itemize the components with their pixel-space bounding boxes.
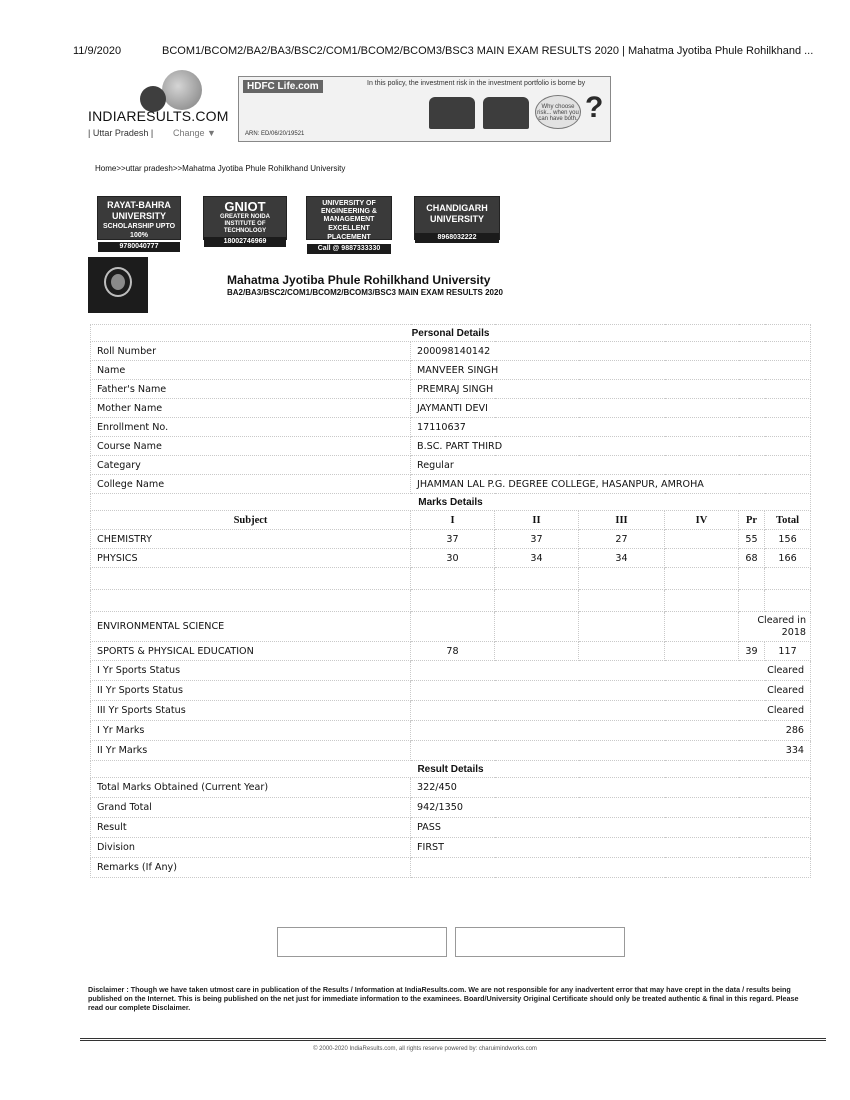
site-logo-text[interactable]: INDIARESULTS.COM (88, 108, 229, 124)
detail-value: B.SC. PART THIRD (411, 437, 811, 456)
marks-header-row (91, 511, 811, 530)
subject-name: CHEMISTRY (91, 530, 411, 549)
marks-paper-4 (665, 549, 739, 568)
marks-paper-1: 78 (411, 642, 495, 661)
detail-value: 200098140142 (411, 342, 811, 361)
table-row (91, 612, 811, 642)
disclaimer-text: Disclaimer : Though we have taken utmost care in publication of the Results / Information at IndiaResults.com. We are not responsible for any inadvertent error that may have crept in the data / results being published on the Internet. This is being published on the net just for immediate information to the examinees. Board/University Original Certificate should only be treated authentic & final in this regard. Please read our complete Disclaimer. (88, 985, 799, 1012)
status-label: II Yr Marks (91, 741, 411, 761)
status-label: I Yr Marks (91, 721, 411, 741)
result-value: FIRST (411, 838, 811, 858)
marks-paper-3: 27 (579, 530, 665, 549)
table-row (91, 380, 811, 399)
globe-logo-icon (162, 70, 202, 110)
detail-label: Enrollment No. (91, 418, 411, 437)
detail-value: JAYMANTI DEVI (411, 399, 811, 418)
marks-paper-2: 37 (495, 530, 579, 549)
result-value: PASS (411, 818, 811, 838)
marks-total: 166 (765, 549, 811, 568)
result-value (411, 858, 811, 878)
table-row (91, 818, 811, 838)
status-value: 334 (411, 741, 811, 761)
advert-arn: ARN: ED/06/20/19521 (245, 131, 305, 137)
detail-label: College Name (91, 475, 411, 494)
result-value: 322/450 (411, 778, 811, 798)
table-row (91, 361, 811, 380)
marks-total: 156 (765, 530, 811, 549)
detail-value: JHAMMAN LAL P.G. DEGREE COLLEGE, HASANPUR, AMROHA (411, 475, 811, 494)
sponsor-name: CHANDIGARH UNIVERSITY (426, 203, 488, 224)
table-row (91, 342, 811, 361)
detail-label: Categary (91, 456, 411, 475)
change-state-link[interactable]: Change ▼ (173, 128, 216, 138)
table-row (91, 778, 811, 798)
result-label: Remarks (If Any) (91, 858, 411, 878)
table-row (91, 701, 811, 721)
sponsor-tag: EXCELLENT PLACEMENT (327, 225, 371, 241)
table-row (91, 661, 811, 681)
print-page-title: BCOM1/BCOM2/BA2/BA3/BSC2/COM1/BCOM2/BCOM3/BSC3 MAIN EXAM RESULTS 2020 | Mahatma Jyotiba Phule Rohilkhand ... (162, 45, 814, 57)
blank-row (91, 568, 811, 590)
detail-label: Roll Number (91, 342, 411, 361)
marks-practical: 68 (739, 549, 765, 568)
table-row (91, 741, 811, 761)
university-name: Mahatma Jyotiba Phule Rohilkhand University (227, 273, 491, 287)
sponsor-name: GNIOT (224, 199, 266, 214)
advert-figure-icon (483, 97, 529, 129)
status-value: Cleared (411, 701, 811, 721)
advert-figure-icon (429, 97, 475, 129)
detail-value: 17110637 (411, 418, 811, 437)
subject-name: PHYSICS (91, 549, 411, 568)
exam-subtitle: BA2/BA3/BSC2/COM1/BCOM2/BCOM3/BSC3 MAIN EXAM RESULTS 2020 (227, 288, 503, 297)
column-header-subject: Subject (91, 511, 411, 530)
column-header-total: Total (765, 511, 811, 530)
detail-label: Mother Name (91, 399, 411, 418)
result-label: Total Marks Obtained (Current Year) (91, 778, 411, 798)
marks-practical: 39 (739, 642, 765, 661)
column-header-paper-4: IV (665, 511, 739, 530)
sponsor-uem[interactable] (306, 196, 392, 252)
detail-value: Regular (411, 456, 811, 475)
question-mark-icon: ? (585, 91, 604, 124)
result-details-heading: Result Details (91, 761, 811, 778)
footer-rule (80, 1038, 826, 1041)
breadcrumb (95, 164, 345, 173)
detail-label: Course Name (91, 437, 411, 456)
detail-value: PREMRAJ SINGH (411, 380, 811, 399)
table-row (91, 530, 811, 549)
blank-row (91, 590, 811, 612)
status-label: I Yr Sports Status (91, 661, 411, 681)
copyright-text: © 2000-2020 IndiaResults.com, all rights reserve powered by: charuimindworks.com (313, 1046, 537, 1052)
marks-paper-1: 37 (411, 530, 495, 549)
sponsor-tag: SCHOLARSHIP UPTO 100% (102, 223, 176, 239)
personal-details-heading: Personal Details (91, 325, 811, 342)
table-row (91, 838, 811, 858)
table-row (91, 549, 811, 568)
breadcrumb-current: Mahatma Jyotiba Phule Rohilkhand University (182, 164, 346, 173)
print-date: 11/9/2020 (73, 45, 122, 57)
results-table (90, 324, 811, 878)
result-label: Result (91, 818, 411, 838)
subject-name: SPORTS & PHYSICAL EDUCATION (91, 642, 411, 661)
status-label: II Yr Sports Status (91, 681, 411, 701)
blank-box-right[interactable] (455, 927, 625, 957)
sponsor-phone: 8968032222 (415, 233, 499, 243)
status-label: III Yr Sports Status (91, 701, 411, 721)
sponsor-chandigarh-university[interactable] (414, 196, 500, 240)
marks-practical: 55 (739, 530, 765, 549)
marks-paper-1: 30 (411, 549, 495, 568)
table-row (91, 437, 811, 456)
result-label: Division (91, 838, 411, 858)
table-row (91, 642, 811, 661)
marks-paper-4 (665, 530, 739, 549)
column-header-paper-1: I (411, 511, 495, 530)
sponsor-phone: Call @ 9887333330 (307, 244, 391, 254)
sponsor-tag: GREATER NOIDA INSTITUTE OF TECHNOLOGY (220, 214, 270, 234)
status-value: 286 (411, 721, 811, 741)
sponsor-name: RAYAT-BAHRA UNIVERSITY (107, 200, 171, 221)
blank-box-left[interactable] (277, 927, 447, 957)
table-row (91, 475, 811, 494)
status-value: Cleared (411, 681, 811, 701)
table-row (91, 798, 811, 818)
table-row (91, 858, 811, 878)
detail-label: Father's Name (91, 380, 411, 399)
column-header-practical: Pr (739, 511, 765, 530)
state-link[interactable]: | Uttar Pradesh | (88, 128, 154, 138)
column-header-paper-3: III (579, 511, 665, 530)
university-emblem-icon (88, 257, 148, 313)
marks-total: 117 (765, 642, 811, 661)
result-label: Grand Total (91, 798, 411, 818)
table-row (91, 721, 811, 741)
table-row (91, 681, 811, 701)
emblem-core (111, 274, 125, 290)
advert-brand: HDFC Life.com (243, 80, 323, 93)
subject-name: ENVIRONMENTAL SCIENCE (91, 612, 411, 642)
breadcrumb-home[interactable]: Home (95, 164, 117, 173)
marks-total: Cleared in 2018 (739, 612, 811, 642)
table-row (91, 399, 811, 418)
breadcrumb-state[interactable]: uttar pradesh (125, 164, 173, 173)
sponsor-gniot[interactable] (203, 196, 287, 245)
detail-label: Name (91, 361, 411, 380)
marks-details-heading: Marks Details (91, 494, 811, 511)
status-value: Cleared (411, 661, 811, 681)
breadcrumb-separator: >> (116, 164, 126, 173)
breadcrumb-separator: >> (172, 164, 183, 173)
sponsor-name: UNIVERSITY OF ENGINEERING & MANAGEMENT (320, 200, 377, 223)
marks-paper-2: 34 (495, 549, 579, 568)
advert-speech-bubble: Why choose risk... when you can have both. (535, 95, 581, 129)
detail-value: MANVEER SINGH (411, 361, 811, 380)
result-value: 942/1350 (411, 798, 811, 818)
sponsor-phone: 9780040777 (98, 242, 180, 252)
advert-banner[interactable] (238, 76, 611, 142)
sponsor-phone: 18002746969 (204, 237, 286, 247)
marks-paper-3: 34 (579, 549, 665, 568)
advert-copy: In this policy, the investment risk in the investment portfolio is borne by (367, 80, 586, 87)
column-header-paper-2: II (495, 511, 579, 530)
sponsor-rayat-bahra[interactable] (97, 196, 181, 250)
table-row (91, 456, 811, 475)
table-row (91, 418, 811, 437)
